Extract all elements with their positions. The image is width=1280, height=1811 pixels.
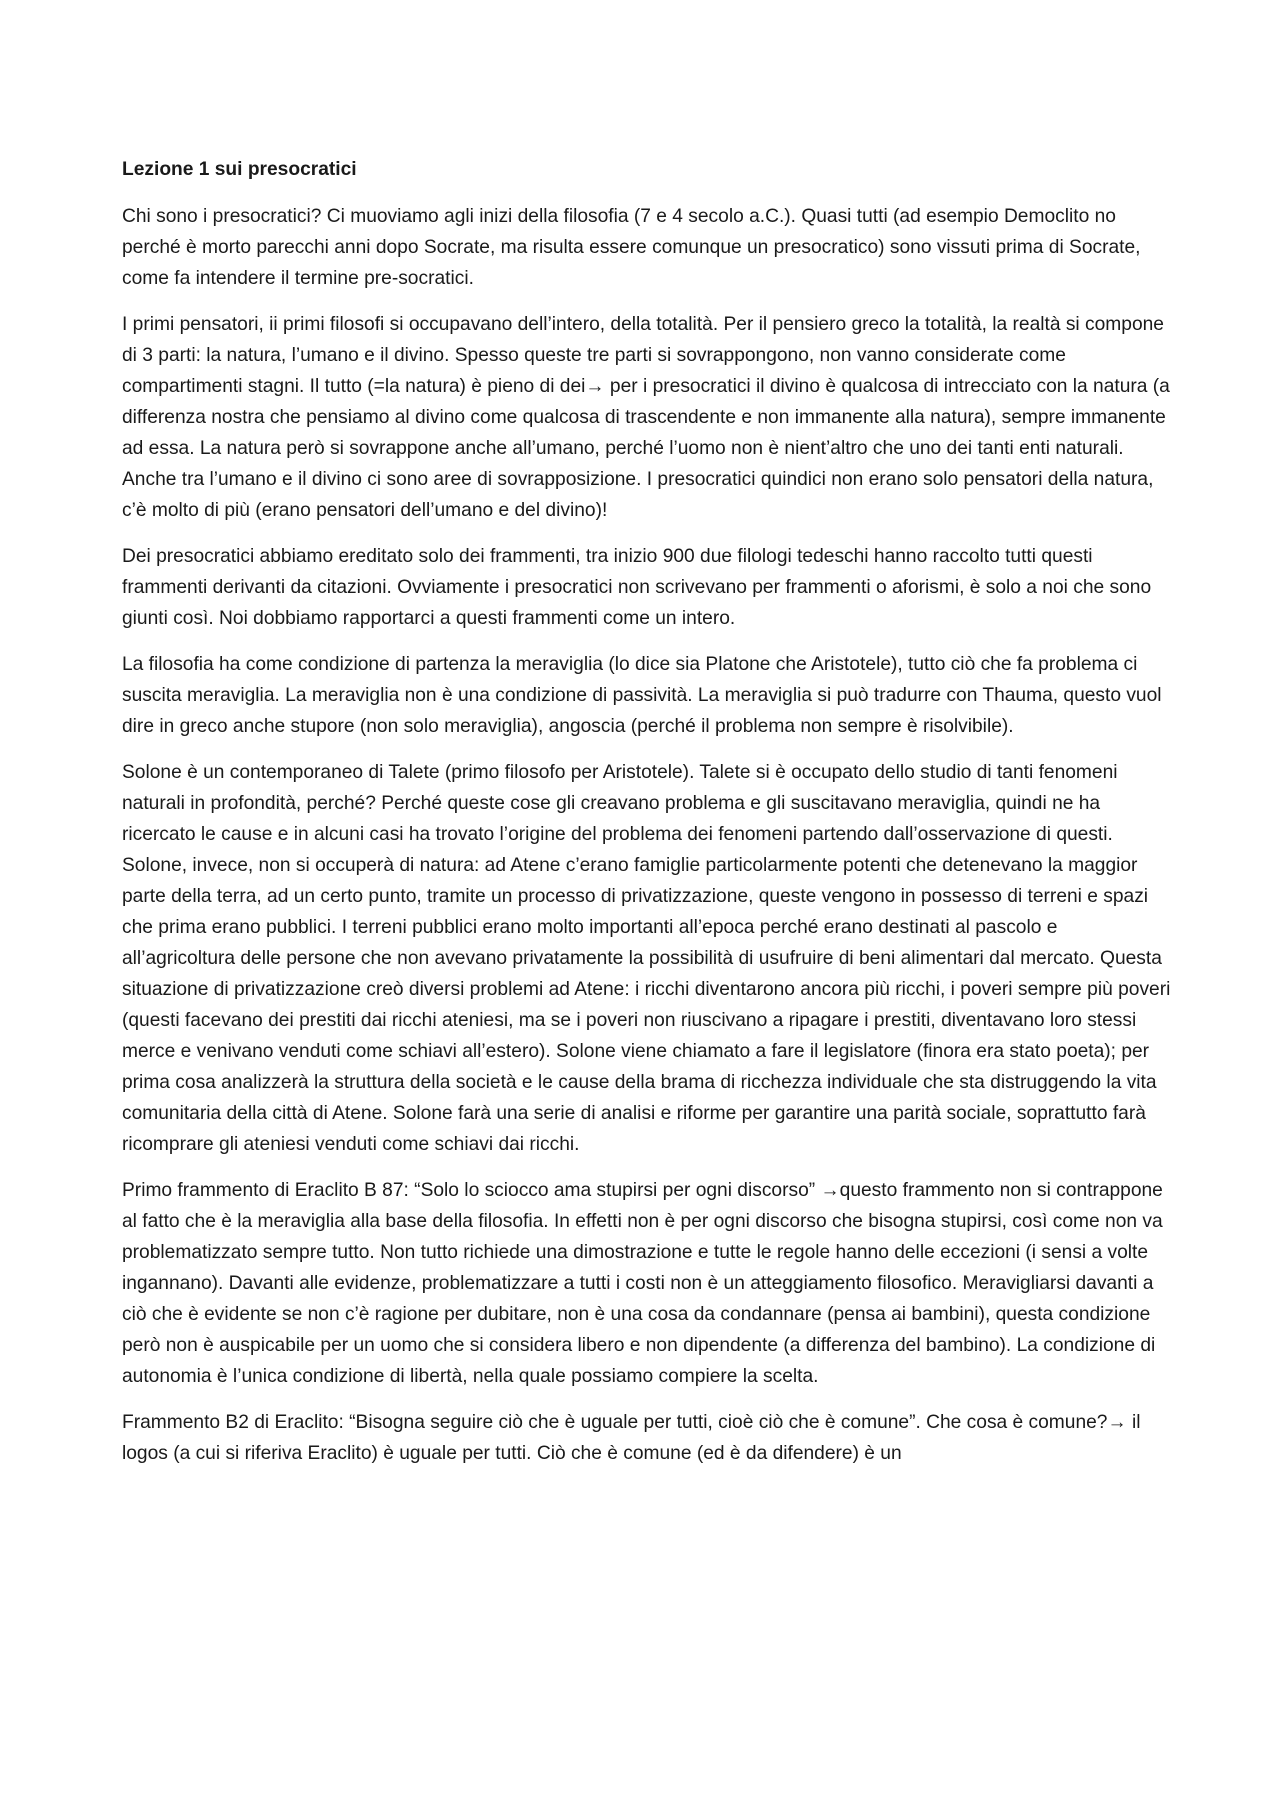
document-title: Lezione 1 sui presocratici	[122, 159, 357, 180]
paragraph-presocratici-intro: Chi sono i presocratici? Ci muoviamo agli inizi della filosofia (7 e 4 secolo a.C.). Quasi tutti (ad esempio Democlito no perché è morto parecchi anni dopo Socrate, ma risulta essere comunque un presocratico) sono vissuti prima di Socrate, come fa intendere il termine pre-socratici.	[122, 206, 1141, 289]
document-body	[122, 154, 1174, 1484]
paragraph-solone-talete: Solone è un contemporaneo di Talete (primo filosofo per Aristotele). Talete si è occupato dello studio di tanti fenomeni naturali in profondità, perché? Perché queste cose gli creavano problema e gli suscitavano meraviglia, quindi ne ha ricercato le cause e in alcuni casi ha trovato l’origine del problema dei fenomeni partendo dall’osservazione di questi. Solone, invece, non si occuperà di natura: ad Atene c’erano famiglie particolarmente potenti che detenevano la maggior parte della terra, ad un certo punto, tramite un processo di privatizzazione, queste vengono in possesso di terreni e spazi che prima erano pubblici. I terreni pubblici erano molto importanti all’epoca perché erano destinati al pascolo e all’agricoltura delle persone che non avevano privatamente la possibilità di usufruire di beni alimentari dal mercato. Questa situazione di privatizzazione creò diversi problemi ad Atene: i ricchi diventarono ancora più ricchi, i poveri sempre più poveri (questi facevano dei prestiti dai ricchi ateniesi, ma se i poveri non riuscivano a ripagare i prestiti, diventavano loro stessi merce e venivano venduti come schiavi all’estero). Solone viene chiamato a fare il legislatore (finora era stato poeta); per prima cosa analizzerà la struttura della società e le cause della brama di ricchezza individuale che sta distruggendo la vita comunitaria della città di Atene. Solone farà una serie di analisi e riforme per garantire una parità sociale, soprattutto farà ricomprare gli ateniesi venduti come schiavi dai ricchi.	[122, 762, 1171, 1155]
paragraph-frammento-b2: Frammento B2 di Eraclito: “Bisogna seguire ciò che è uguale per tutti, cioè ciò che è comune”. Che cosa è comune?→ il logos (a cui si riferiva Eraclito) è uguale per tutti. Ciò che è comune (ed è da difendere) è un	[122, 1412, 1141, 1464]
paragraph-primi-pensatori: I primi pensatori, ii primi filosofi si occupavano dell’intero, della totalità. Per il pensiero greco la totalità, la realtà si compone di 3 parti: la natura, l’umano e il divino. Spesso queste tre parti si sovrappongono, non vanno considerate come compartimenti stagni. Il tutto (=la natura) è pieno di dei→ per i presocratici il divino è qualcosa di intrecciato con la natura (a differenza nostra che pensiamo al divino come qualcosa di trascendente e non immanente alla natura), sempre immanente ad essa. La natura però si sovrappone anche all’umano, perché l’uomo non è nient’altro che uno dei tanti enti naturali. Anche tra l’umano e il divino ci sono aree di sovrapposizione. I presocratici quindici non erano solo pensatori della natura, c’è molto di più (erano pensatori dell’umano e del divino)!	[122, 314, 1170, 521]
paragraph-frammento-b87: Primo frammento di Eraclito B 87: “Solo lo sciocco ama stupirsi per ogni discorso” →questo frammento non si contrappone al fatto che è la meraviglia alla base della filosofia. In effetti non è per ogni discorso che bisogna stupirsi, così come non va problematizzato sempre tutto. Non tutto richiede una dimostrazione e tutte le regole hanno delle eccezioni (i sensi a volte ingannano). Davanti alle evidenze, problematizzare a tutti i costi non è un atteggiamento filosofico. Meravigliarsi davanti a ciò che è evidente se non c’è ragione per dubitare, non è una cosa da condannare (pensa ai bambini), questa condizione però non è auspicabile per un uomo che si considera libero e non dipendente (a differenza del bambino). La condizione di autonomia è l’unica condizione di libertà, nella quale possiamo compiere la scelta.	[122, 1180, 1163, 1387]
paragraph-frammenti: Dei presocratici abbiamo ereditato solo dei frammenti, tra inizio 900 due filologi tedeschi hanno raccolto tutti questi frammenti derivanti da citazioni. Ovviamente i presocratici non scrivevano per frammenti o aforismi, è solo a noi che sono giunti così. Noi dobbiamo rapportarci a questi frammenti come un intero.	[122, 546, 1152, 629]
paragraph-meraviglia: La filosofia ha come condizione di partenza la meraviglia (lo dice sia Platone che Aristotele), tutto ciò che fa problema ci suscita meraviglia. La meraviglia non è una condizione di passività. La meraviglia si può tradurre con Thauma, questo vuol dire in greco anche stupore (non solo meraviglia), angoscia (perché il problema non sempre è risolvibile).	[122, 654, 1162, 737]
